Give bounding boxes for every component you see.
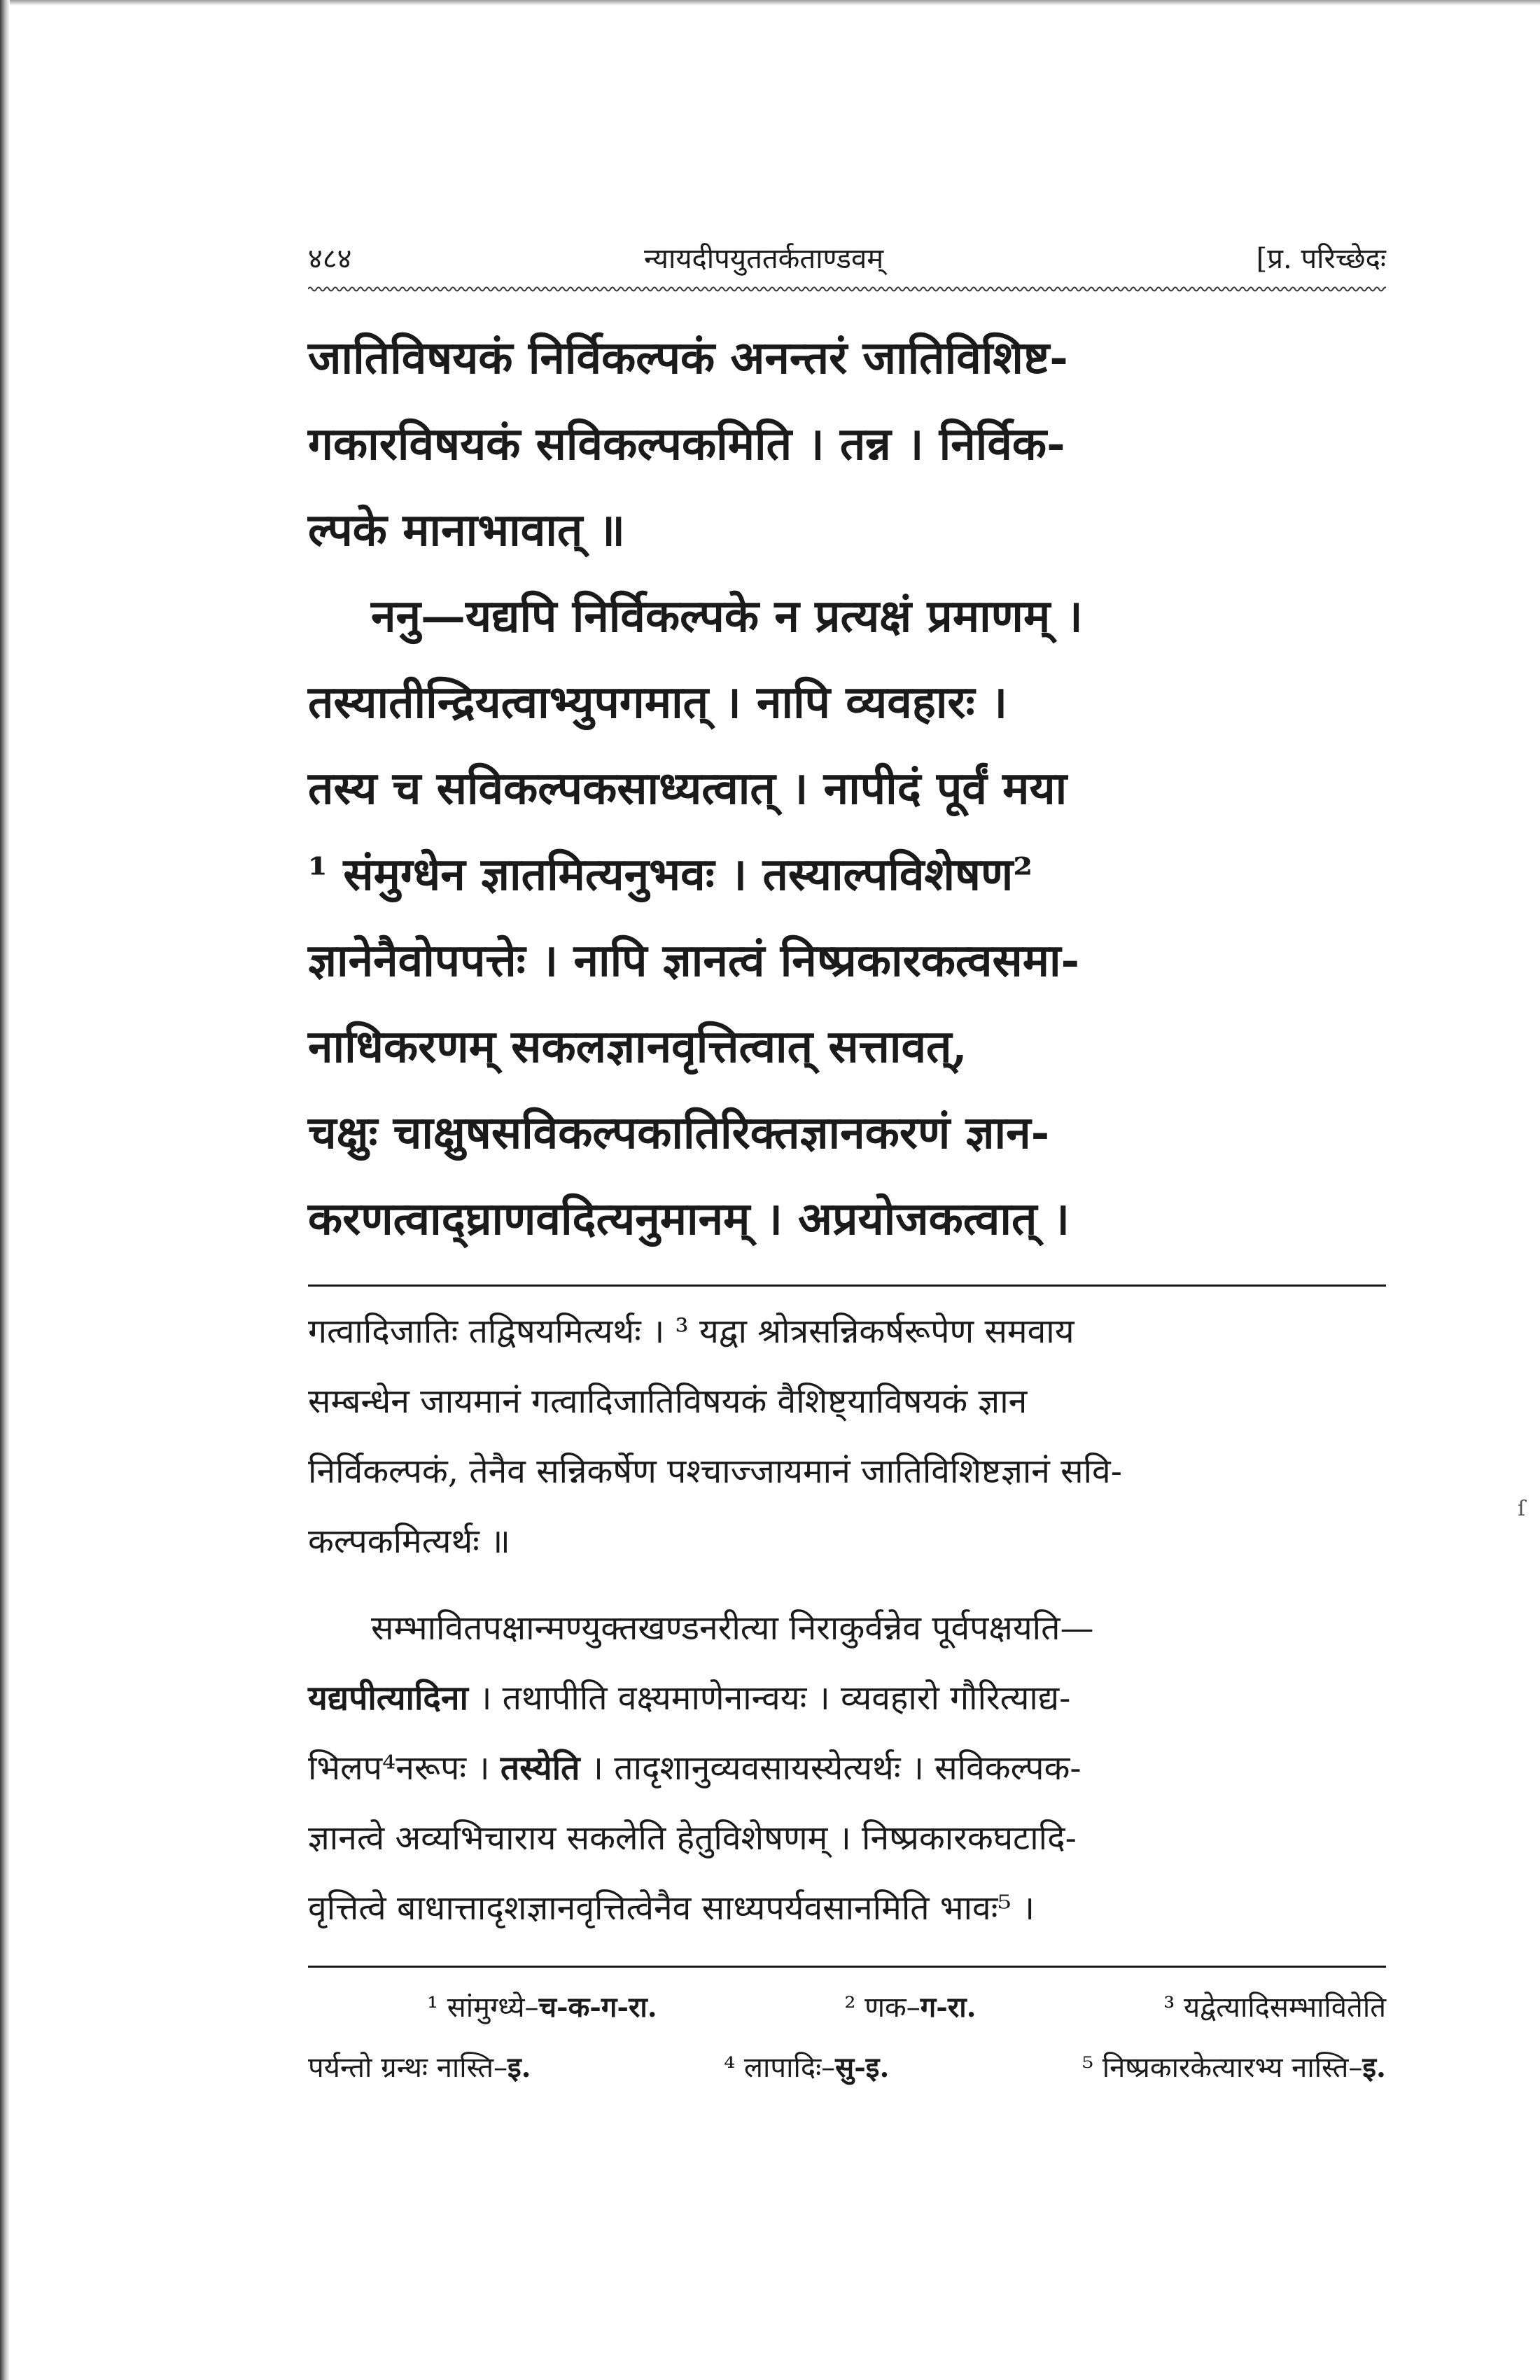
commentary-line: वृत्तित्वे बाधात्तादृशज्ञानवृत्तित्वेनैव साध्यपर्यवसानमिति भावः⁵ । (308, 1889, 1035, 1928)
running-head (308, 231, 1386, 280)
commentary-line: ज्ञानत्वे अव्यभिचाराय सकलेति हेतुविशेषणम् । निष्प्रकारकघटादि- (308, 1819, 1077, 1858)
mula-line: गकारविषयकं सविकल्पकमिति । तन्न । निर्विक- (308, 418, 1065, 470)
wavy-rule-path (308, 288, 1386, 291)
footnote-5 (1082, 2038, 1386, 2098)
mula-line: तस्यातीन्द्रियत्वाभ्युपगमात् । नापि व्यवहारः । (308, 676, 1008, 729)
commentary-segment: । तथापीति वक्ष्यमाणेनान्वयः । व्यवहारो गौरित्याद्य- (468, 1679, 1071, 1718)
mula-commentary-divider (308, 1284, 1386, 1287)
footnote-sources: इ. (1362, 2051, 1386, 2084)
mula-line: चक्षुः चाक्षुषसविकल्पकातिरिक्तज्ञानकरणं ज्ञान- (308, 1107, 1050, 1159)
commentary-text (308, 1296, 1386, 1943)
mula-line: नाधिकरणम् सकलज्ञानवृत्तित्वात् सत्तावत्, (308, 1021, 967, 1073)
footnote-label: ⁵ निष्प्रकारकेत्यारभ्य नास्ति– (1082, 2052, 1363, 2084)
footnote-sources: इ. (507, 2051, 531, 2084)
mula-line: ज्ञानेनैवोपपत्तेः । नापि ज्ञानत्वं निष्प्रकारकत्वसमा- (308, 934, 1080, 987)
scan-edge-left (0, 0, 10, 2380)
footnote-3: ³ यद्वेत्यादिसम्भावितेति (1163, 1991, 1386, 2024)
commentary-line: निर्विकल्पकं, तेनैव सन्निकर्षेण पश्चाज्जायमानं जातिविशिष्टज्ञानं सवि- (308, 1452, 1122, 1491)
footnote-1 (427, 1977, 657, 2038)
footnote-3-cont (308, 2038, 531, 2098)
book-title: न्यायदीपयुततर्कताण्डवम् (644, 243, 884, 275)
mula-line: ¹ संमुग्धेन ज्ञातमित्यनुभवः । तस्याल्पविशेषण² (308, 848, 1033, 901)
pratika-bold: यद्यपीत्यादिना (308, 1679, 468, 1718)
footnote-label: पर्यन्तो ग्रन्थः नास्ति– (308, 2052, 507, 2084)
mula-line: ल्पके मानाभावात् ॥ (308, 504, 626, 556)
mula-text (308, 315, 1386, 1262)
commentary-segment: । तादृशानुव्यवसायस्येत्यर्थः । सविकल्पक- (580, 1749, 1082, 1788)
page-number: ४८४ (308, 243, 352, 275)
footnote-line (308, 2038, 1386, 2098)
footnote-sources: ग-रा. (920, 1991, 976, 2024)
commentary-line: सम्बन्धेन जायमानं गत्वादिजातिविषयकं वैशिष्ट्याविषयकं ज्ञान (308, 1382, 1028, 1421)
footnote-sources: च-क-ग-रा. (538, 1991, 657, 2024)
commentary-line: गत्वादिजातिः तद्विषयमित्यर्थः । ³ यद्वा श्रोत्रसन्निकर्षरूपेण समवाय (308, 1312, 1074, 1351)
mula-line: करणत्वाद्घ्राणवदित्यनुमानम् । अप्रयोजकत्वात् । (308, 1193, 1070, 1245)
margin-mark: ſ (1518, 1497, 1526, 1521)
mula-line: जातिविषयकं निर्विकल्पकं अनन्तरं जातिविशिष्ट- (308, 332, 1068, 384)
pratika-bold: तस्येति (500, 1749, 580, 1788)
mula-line: तस्य च सविकल्पकसाध्यत्वात् । नापीदं पूर्वं मया (308, 762, 1068, 815)
book-page (308, 231, 1386, 2098)
footnote-label: ² णक– (844, 1991, 920, 2024)
footnote-4 (724, 2038, 889, 2098)
footnote-label: ¹ सांमुग्ध्ये– (427, 1991, 539, 2024)
footnote-2 (844, 1977, 976, 2038)
chapter-reference: [प्र. परिच्छेदः (1256, 243, 1386, 275)
commentary-line: सम्भावितपक्षान्मण्युक्तखण्डनरीत्या निराकुर्वन्नेव पूर्वपक्षयति— (371, 1609, 1094, 1648)
mula-line: ननु—यद्यपि निर्विकल्पके न प्रत्यक्षं प्रमाणम् । (371, 590, 1083, 643)
commentary-line (308, 1663, 1386, 1733)
footnote-label: ⁴ लापादिः– (724, 2052, 836, 2084)
commentary-line: कल्पकमित्यर्थः ॥ (308, 1522, 510, 1561)
header-wavy-rule (308, 284, 1386, 294)
scan-edge-top (0, 0, 1540, 6)
footnote-line (308, 1977, 1386, 2038)
commentary-line (308, 1733, 1386, 1803)
footnotes (308, 1977, 1386, 2098)
commentary-footnote-divider (308, 1966, 1386, 1968)
footnote-sources: सु-इ. (835, 2051, 890, 2084)
commentary-segment: भिलप⁴नरूपः । (308, 1749, 500, 1788)
